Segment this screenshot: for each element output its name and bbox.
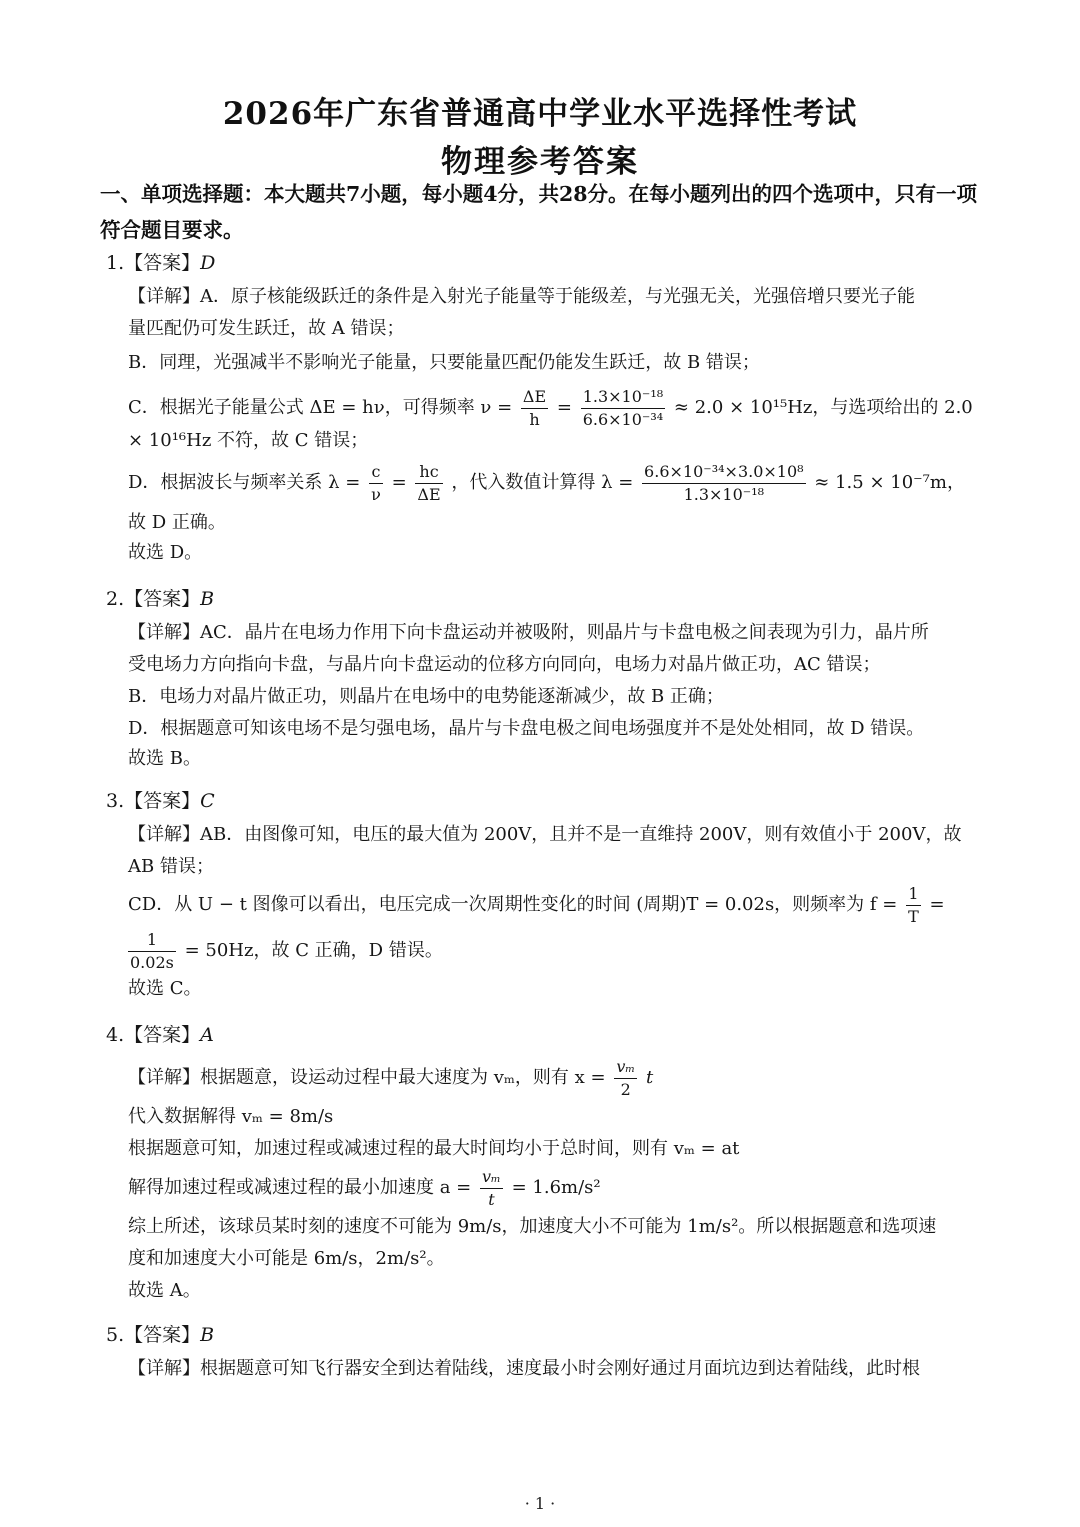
q1-option-c-text-2: × 10¹⁶Hz 不符，故 C 错误； [128,430,369,451]
exam-subtitle: 物理参考答案 [441,144,639,180]
q5-answer-label: 5.【答案】 [106,1324,201,1346]
q1-answer [106,250,215,276]
q1-c-fraction-2 [581,386,665,431]
q1-option-a-text-2: 量匹配仍可发生跃迁，故 A 错误； [128,318,405,339]
q1-d-frac1-num: c [369,461,383,484]
q1-detail-tag: 【详解】 [128,286,200,307]
q3-frac2-num: 1 [128,929,176,952]
q2-detail-line4: D．根据题意可知该电场不是匀强电场，晶片与卡盘电极之间电场强度并不是处处相同，故 D 错误。 [128,718,925,739]
q1-detail-a [128,284,915,310]
q1-d-frac3-den: 1.3×10⁻¹⁸ [683,484,765,504]
q1-option-a-text: A．原子核能级跃迁的条件是入射光子能量等于能级差，与光强无关，光强倍增只要光子能 [200,286,915,307]
q3-answer-label: 3.【答案】 [106,790,201,812]
q4-answer-label: 4.【答案】 [106,1024,201,1046]
q4-fraction-2 [480,1166,503,1211]
q1-d-fraction-3 [642,461,806,506]
q4-detail-line2: 代入数据解得 vₘ = 8m/s [128,1106,334,1127]
q4-line1-suffix: t [645,1067,654,1088]
q3-detail-line2: AB 错误； [128,856,214,877]
q1-option-d-text-2: 故 D 正确。 [128,512,226,533]
q3-line3-prefix: CD．从 U − t 图像可以看出，电压完成一次周期性变化的时间 (周期)T = 0.02s，则频率为 f = [128,894,898,915]
q4-frac2-den: t [488,1189,495,1209]
q5-answer [106,1322,214,1348]
q1-c-fraction-1 [521,386,548,431]
q4-line1-prefix: 【详解】根据题意，设运动过程中最大速度为 vₘ，则有 x = [128,1067,606,1088]
q1-d-frac1-den: ν [371,484,381,504]
q1-c-eq: = [556,397,572,418]
q3-line3-suffix: = [929,894,945,915]
q1-d-eq: = [391,472,407,493]
q3-line4-suffix: = 50Hz，故 C 正确，D 错误。 [184,940,443,961]
q4-conclusion: 故选 A。 [128,1280,201,1301]
q3-detail-line3 [128,880,945,930]
q1-c-prefix: C．根据光子能量公式 ΔE = hν，可得频率 ν = [128,397,513,418]
q3-conclusion: 故选 C。 [128,978,202,999]
q1-c-frac1-den: h [529,409,540,429]
q3-detail-line4 [128,926,443,976]
q2-detail-line3: B．电场力对晶片做正功，则晶片在电场中的电势能逐渐减少，故 B 正确； [128,686,724,707]
q1-c-frac2-den: 6.6×10⁻³⁴ [582,409,664,429]
q1-d-prefix: D．根据波长与频率关系 λ = [128,472,361,493]
q2-answer-value: B [200,588,215,610]
q4-fraction-1 [614,1056,637,1101]
exam-title: 2026年广东省普通高中学业水平选择性考试 [222,96,858,132]
q3-answer-value: C [200,790,215,812]
section-heading-line1: 一、单项选择题：本大题共7小题，每小题4分，共28分。在每小题列出的四个选项中，只有一项 [100,182,978,206]
q4-detail-line3: 根据题意可知，加速过程或减速过程的最大时间均小于总时间，则有 vₘ = at [128,1138,740,1159]
q1-option-c-text [128,384,973,432]
q1-d-mid: ，代入数值计算得 λ = [451,472,634,493]
q4-answer [106,1022,214,1048]
q4-line4-prefix: 解得加速过程或减速过程的最小加速度 a = [128,1177,472,1198]
q4-frac1-num: vₘ [614,1056,637,1079]
q3-fraction-1 [906,883,921,928]
page-number: · 1 · [524,1494,556,1513]
q1-conclusion: 故选 D。 [128,542,203,563]
section-heading-line2: 符合题目要求。 [100,218,244,242]
q5-answer-value: B [200,1324,215,1346]
q3-fraction-2 [128,929,176,974]
q4-frac1-den: 2 [620,1079,631,1099]
q1-d-frac2-num: hc [415,461,442,484]
q2-detail-line2: 受电场力方向指向卡盘，与晶片向卡盘运动的位移方向同向，电场力对晶片做正功，AC 错误； [128,654,881,675]
q2-conclusion: 故选 B。 [128,748,201,769]
q1-option-d-text [128,458,965,508]
q2-detail-line1: 【详解】AC．晶片在电场力作用下向卡盘运动并被吸附，则晶片与卡盘电极之间表现为引力，晶片所 [128,622,929,643]
q1-d-frac2-den: ΔE [417,484,441,504]
q1-answer-value: D [200,252,216,274]
q1-d-fraction-2 [415,461,442,506]
q2-answer-label: 2.【答案】 [106,588,201,610]
q4-line4-suffix: = 1.6m/s² [511,1177,601,1198]
q4-detail-line4 [128,1164,601,1212]
q4-frac2-num: vₘ [480,1166,503,1189]
q3-answer [106,788,215,814]
q4-detail-line1 [128,1054,653,1102]
q1-c-frac2-num: 1.3×10⁻¹⁸ [581,386,665,409]
q3-detail-line1: 【详解】AB．由图像可知，电压的最大值为 200V，且并不是一直维持 200V，则有效值小于 200V，故 [128,824,962,845]
q1-d-frac3-num: 6.6×10⁻³⁴×3.0×10⁸ [642,461,806,484]
q1-d-fraction-1 [369,461,383,506]
q4-detail-line6: 度和加速度大小可能是 6m/s，2m/s²。 [128,1248,445,1269]
q5-detail-line1: 【详解】根据题意可知飞行器安全到达着陆线，速度最小时会刚好通过月面坑边到达着陆线，此时根 [128,1358,920,1379]
q1-c-frac1-num: ΔE [521,386,548,409]
q1-answer-label: 1.【答案】 [106,252,201,274]
q3-frac1-num: 1 [906,883,921,906]
q3-frac2-den: 0.02s [130,952,174,972]
q1-option-b-text: B．同理，光强减半不影响光子能量，只要能量匹配仍能发生跃迁，故 B 错误； [128,352,760,373]
q4-answer-value: A [200,1024,214,1046]
q4-detail-line5: 综上所述，该球员某时刻的速度不可能为 9m/s，加速度大小不可能为 1m/s²。所以根据题意和选项速 [128,1216,937,1237]
q2-answer [106,586,214,612]
q1-d-suffix: ≈ 1.5 × 10⁻⁷m， [814,472,965,493]
q3-frac1-den: T [908,906,919,926]
q1-c-suffix: ≈ 2.0 × 10¹⁵Hz，与选项给出的 2.0 [673,397,973,418]
